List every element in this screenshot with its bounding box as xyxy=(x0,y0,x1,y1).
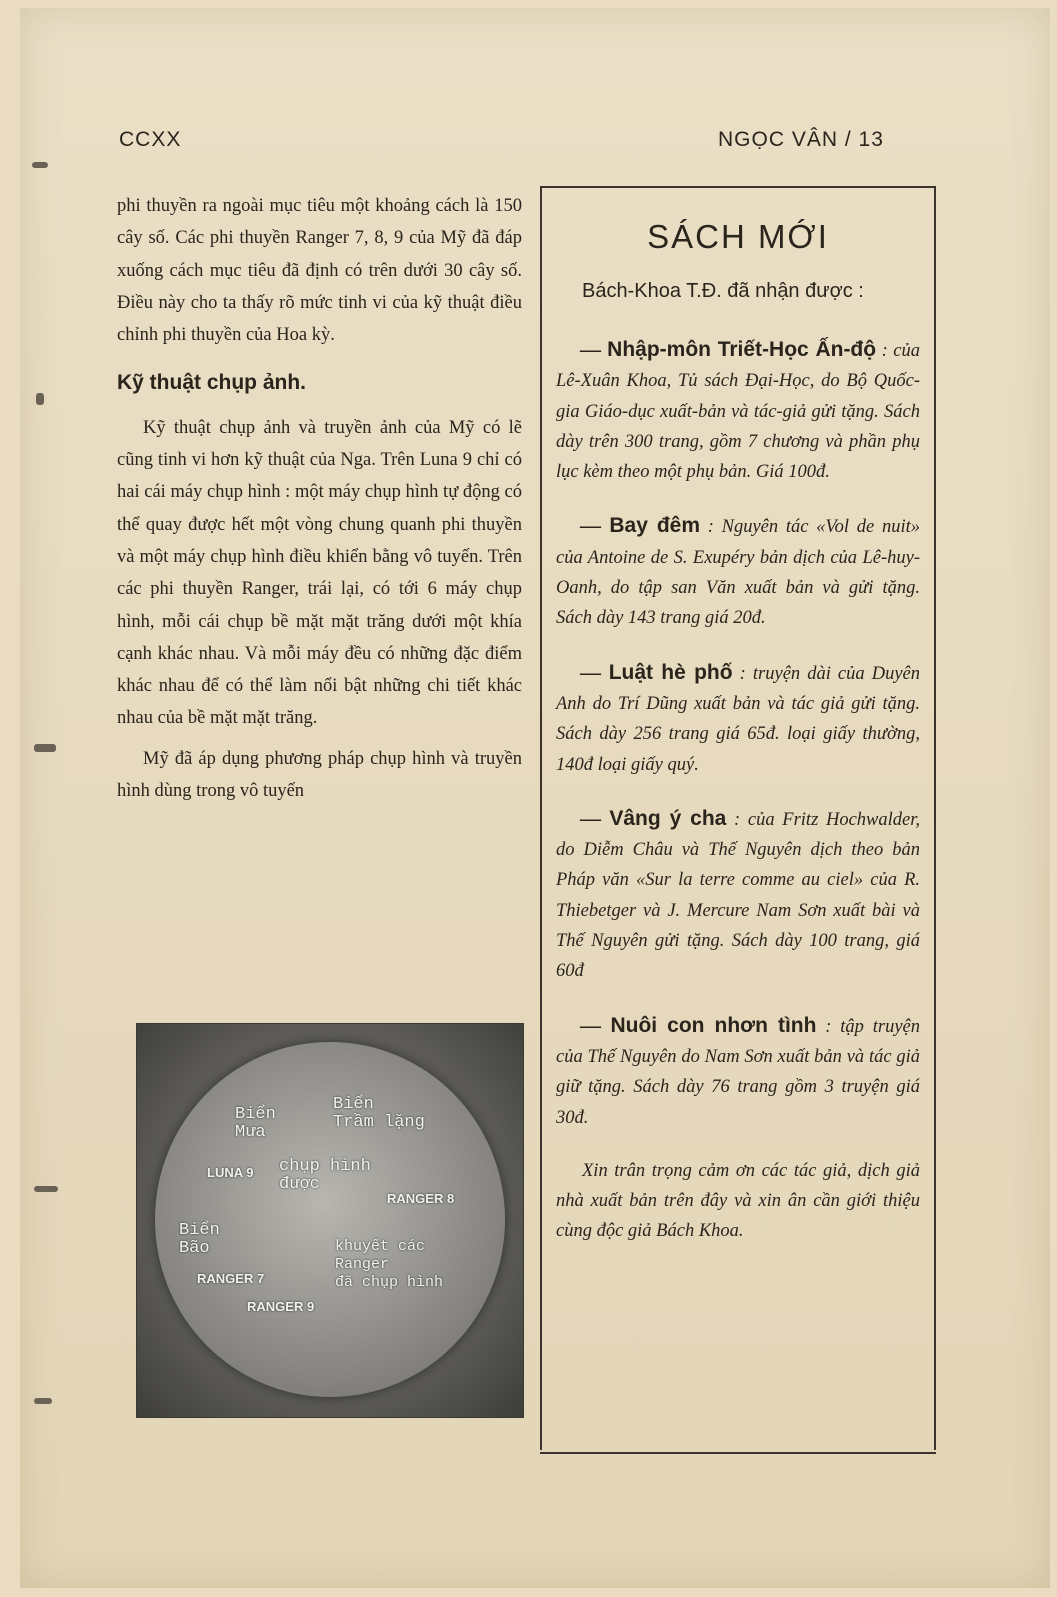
entry-dash: — xyxy=(580,805,610,830)
page-running-header: NGỌC VÂN / 13 xyxy=(718,128,884,151)
book-entry xyxy=(556,510,920,633)
book-title: Bay đêm xyxy=(609,514,700,538)
photo-label: Biển Mưa xyxy=(235,1105,276,1142)
book-entry xyxy=(556,1010,920,1133)
book-description: : tập truyện của Thế Nguyên do Nam Sơn xuất bản và tác giả giữ tặng. Sách dày 76 trang gồm 3 truyện giá 30đ. xyxy=(556,1016,920,1128)
entry-dash: — xyxy=(580,513,610,538)
photo-label: Biển Bão xyxy=(179,1221,220,1258)
photo-label: RANGER 8 xyxy=(387,1191,455,1206)
moon-disc xyxy=(155,1042,505,1397)
article-paragraph: phi thuyền ra ngoài mục tiêu một khoảng cách là 150 cây số. Các phi thuyền Ranger 7, 8, 9 của Mỹ đã đáp xuống cách mục tiêu đã định có trên dưới 30 cây số. Điều này cho ta thấy rõ mức tinh vi của kỹ thuật điều chỉnh phi thuyền của Hoa kỳ. xyxy=(117,196,522,346)
entry-dash: — xyxy=(580,1012,611,1037)
binding-mark xyxy=(36,393,44,405)
book-entry xyxy=(556,657,920,780)
book-entry xyxy=(556,334,920,487)
binding-mark xyxy=(34,1398,52,1404)
new-books-box xyxy=(540,186,936,1450)
photo-label: LUNA 9 xyxy=(207,1165,254,1180)
book-title: Luật hè phố xyxy=(608,660,733,684)
book-description: : của Fritz Hochwalder, do Diễm Châu và Thế Nguyên dịch theo bản Pháp văn «Sur la terre comme au ciel» của R. Thiebetger và J. Mercure Nam Sơn xuất bài và Thế Nguyên gửi tặng. Sách dày 100 trang, giá 60đ xyxy=(556,809,920,982)
entry-dash: — xyxy=(580,337,608,361)
binding-mark xyxy=(32,162,48,168)
binding-mark xyxy=(34,1186,58,1192)
entry-dash: — xyxy=(580,659,609,684)
photo-label: RANGER 9 xyxy=(247,1299,315,1314)
closing-note: Xin trân trọng cảm ơn các tác giả, dịch giả nhà xuất bản trên đây và xin ân cần giới thiệu cùng độc giả Bách Khoa. xyxy=(556,1160,920,1242)
photo-label: chụp hình được xyxy=(279,1157,371,1194)
section-heading: Kỹ thuật chụp ảnh. xyxy=(117,371,306,395)
article-column xyxy=(117,190,522,807)
article-paragraph: Kỹ thuật chụp ảnh và truyền ảnh của Mỹ có lẽ cũng tinh vi hơn kỹ thuật của Nga. Trên Luna 9 chỉ có hai cái máy chụp hình : một máy chụp hình tự động có thể quay được hết một vòng chung quanh phi thuyền và một máy chụp hình điều khiển bằng vô tuyến. Trên các phi thuyền Ranger, trái lại, có tới 6 máy chụp hình, mỗi cái chụp bề mặt mặt trăng dưới một khía cạnh khác nhau. Và mỗi máy đều có những đặc điểm khác nhau để có thể làm nổi bật những chi tiết khác nhau của bề mặt mặt trăng. xyxy=(117,417,522,729)
box-title: SÁCH MỚI xyxy=(647,218,829,255)
box-bottom-rule xyxy=(540,1452,936,1454)
book-entry xyxy=(556,803,920,987)
photo-label: RANGER 7 xyxy=(197,1271,265,1286)
binding-mark xyxy=(34,744,56,752)
book-description: : của Lê-Xuân Khoa, Tủ sách Đại-Học, do Bộ Quốc-gia Giáo-dục xuất-bản và tác-giả gửi tặng. Sách dày trên 300 trang, gồm 7 chương và phần phụ lục kèm theo một phụ bản. Giá 100đ. xyxy=(556,341,921,483)
photo-label: khuyết các Ranger đã chụp hình xyxy=(335,1238,444,1291)
book-title: Nuôi con nhơn tình xyxy=(610,1013,817,1037)
book-title: Vâng ý cha xyxy=(609,806,727,830)
book-description: : Nguyên tác «Vol de nuit» của Antoine de S. Exupéry bản dịch của Lê-huy-Oanh, do tập san Văn xuất bản và gửi tặng. Sách dày 143 trang giá 20đ. xyxy=(556,517,921,629)
book-title: Nhập-môn Triết-Học Ấn-độ xyxy=(607,338,877,361)
page-series-number: CCXX xyxy=(119,128,182,151)
book-list xyxy=(556,334,920,1265)
book-description: : truyện dài của Duyên Anh do Trí Dũng xuất bản và tác giả gửi tặng. Sách dày 256 trang giá 65đ. loại giấy thường, 140đ loại giấy quý. xyxy=(556,663,921,775)
photo-label: Biển Trầm lặng xyxy=(333,1095,425,1132)
moon-photo xyxy=(136,1023,524,1418)
article-paragraph: Mỹ đã áp dụng phương pháp chụp hình và truyền hình dùng trong vô tuyến xyxy=(117,748,522,802)
box-subtitle: Bách-Khoa T.Đ. đã nhận được : xyxy=(582,280,864,302)
